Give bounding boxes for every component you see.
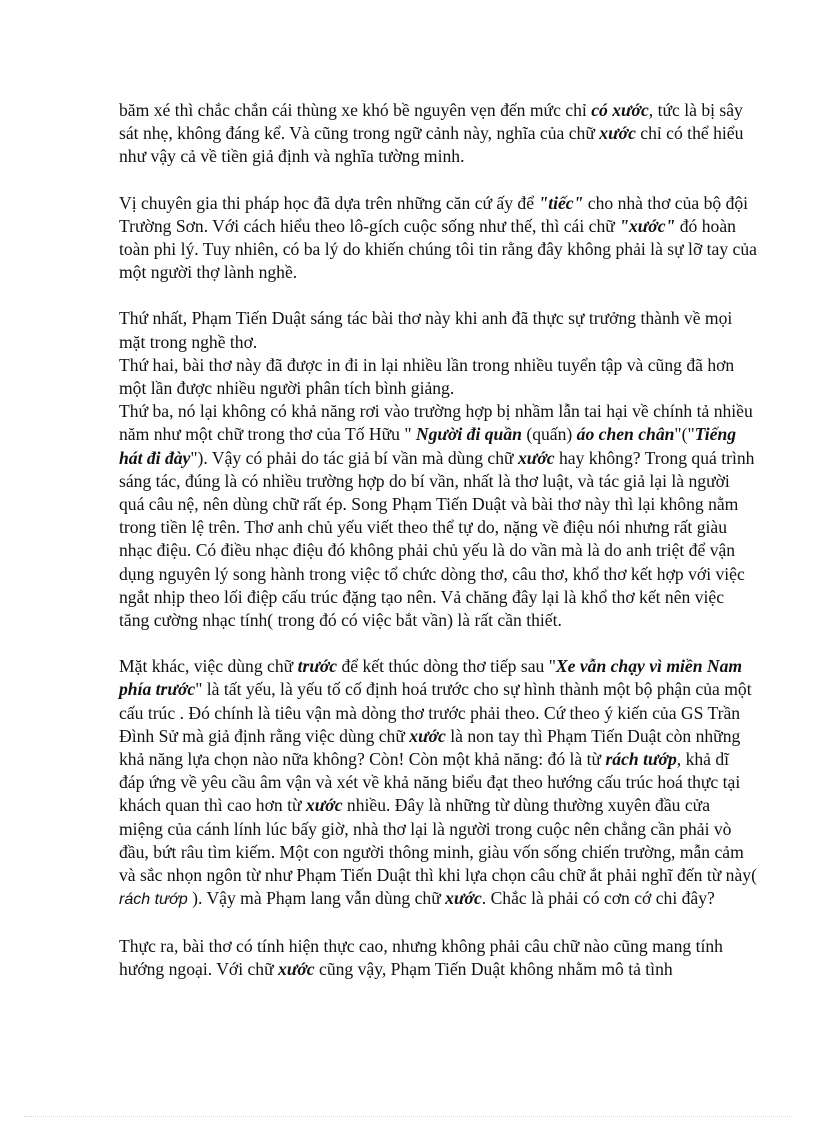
emphasized-text: Tiếng hát đi đày: [119, 424, 737, 468]
text-run: Thứ hai, bài thơ này đã được in đi in lại nhiều lần trong nhiều tuyển tập và cũng đã hơn một lần được nhiều người phân tích bình giảng.: [119, 354, 735, 399]
text-run: Mặt khác, việc dùng chữ: [119, 656, 298, 677]
emphasized-text: "xước": [619, 215, 676, 236]
page-bottom-border: [24, 1116, 792, 1117]
text-run: Thực ra, bài thơ có tính hiện thực cao, nhưng không phải câu chữ nào cũng mang tính hướng ngoại. Với chữ: [119, 935, 723, 979]
text-run: chỉ có thể hiểu như vậy cả về tiền giả định và nghĩa tường minh.: [119, 123, 744, 167]
text-run: cũng vậy, Phạm Tiến Duật không nhằm mô tả tình: [314, 958, 673, 979]
emphasized-text: xước: [409, 725, 446, 746]
paragraph: [119, 655, 757, 911]
paragraph-spacer: [119, 284, 757, 307]
text-run: là non tay thì Phạm Tiến Duật còn những khả năng lựa chọn nào nữa không? Còn! Còn một khả năng: đó là từ: [119, 725, 741, 770]
emphasized-text: áo chen chân: [576, 424, 675, 445]
text-run: " là tất yếu, là yếu tố cố định hoá trước cho sự hình thành một bộ phận của một cấu trúc . Đó chính là tiêu vận mà dòng thơ trước phải theo. Cứ theo ý kiến của GS Trần Đình Sử mà giả định rằng việc dùng chữ: [119, 679, 752, 746]
text-run: "). Vậy có phải do tác giả bí vần mà dùng chữ: [190, 447, 518, 468]
paragraph: [119, 400, 757, 632]
emphasized-text: có xước: [591, 100, 649, 120]
emphasized-text: trước: [297, 656, 338, 677]
paragraph-spacer: [119, 632, 757, 655]
emphasized-text: xước: [305, 795, 343, 816]
paragraph: [119, 935, 757, 981]
paragraph: [119, 354, 757, 400]
text-run: , tức là bị sây sát nhẹ, không đáng kể. Và cũng trong ngữ cảnh này, nghĩa của chữ: [119, 100, 743, 144]
text-run: "(": [674, 424, 695, 445]
emphasized-text: rách tướp: [119, 891, 188, 909]
paragraph-spacer: [119, 912, 757, 935]
text-run: để kết thúc dòng thơ tiếp sau ": [337, 656, 556, 677]
text-run: Thứ ba, nó lại không có khả năng rơi vào trường hợp bị nhầm lẫn tai hại về chính tả nhiều năm như một chữ trong thơ của Tố Hữu ": [119, 401, 753, 445]
paragraph-spacer: [119, 169, 757, 192]
emphasized-text: xước: [445, 888, 482, 909]
text-run: ). Vậy mà Phạm lang vẫn dùng chữ: [187, 888, 446, 909]
text-run: băm xé thì chắc chắn cái thùng xe khó bề nguyên vẹn đến mức chỉ: [119, 100, 592, 120]
paragraph: [119, 99, 757, 169]
text-run: , khả dĩ đáp ứng về yêu cầu âm vận và xét về khả năng biểu đạt theo hướng cấu trúc hoá thực tại khách quan thì cao hơn từ: [119, 749, 741, 816]
emphasized-text: xước: [278, 958, 315, 979]
text-run: . Chắc là phải có cơn cớ chi đây?: [481, 888, 715, 909]
emphasized-text: rách tướp: [605, 749, 677, 770]
text-run: cho nhà thơ của bộ đội Trường Sơn. Với cách hiểu theo lô-gích cuộc sống như thế, thì cái chữ: [119, 192, 749, 236]
paragraph: [119, 307, 757, 353]
text-run: (quấn): [521, 424, 577, 445]
text-run: nhiều. Đây là những từ dùng thường xuyên đầu cửa miệng của cánh lính lúc bấy giờ, nhà thơ lại là người trong cuộc nên chẳng cần phải vò đầu, bứt râu tìm kiếm. Một con người thông minh, giàu vốn sống chiến trường, mẫn cảm và sắc nhọn ngôn từ như Phạm Tiến Duật thì khi lựa chọn câu chữ ắt phải nghĩ đến từ này(: [119, 795, 757, 886]
text-run: đó hoàn toàn phi lý. Tuy nhiên, có ba lý do khiến chúng tôi tin rằng đây không phải là sự lỡ tay của một người thợ lành nghề.: [119, 215, 757, 283]
text-run: Vị chuyên gia thi pháp học đã dựa trên những căn cứ ấy để: [119, 192, 539, 213]
text-run: hay không? Trong quá trình sáng tác, đúng là có nhiều trường hợp do bí vần, nhất là thơ luật, và tác giả lại là người quá câu nệ, nên dùng chữ rất ép. Song Phạm Tiến Duật và bài thơ này thì lại không nằm trong tiền lệ trên. Thơ anh chủ yếu viết theo thể tự do, nặng về điệu nói nhưng rất giàu nhạc điệu. Có điều nhạc điệu đó không phải chủ yếu là do vần mà là do anh triệt để vận dụng nguyên lý song hành trong việc tổ chức dòng thơ, câu thơ, khổ thơ kết hợp với việc ngắt nhịp theo lối điệp cấu trúc đặng tạo nên. Vả chăng đây lại là khổ thơ kết nên việc tăng cường nhạc tính( trong đó có việc bắt vần) là rất cần thiết.: [119, 447, 755, 631]
emphasized-text: xước: [517, 447, 555, 468]
emphasized-text: Xe vẫn chạy vì miền Nam phía trước: [119, 656, 743, 700]
emphasized-text: "tiếc": [538, 192, 584, 213]
document-body: [119, 99, 757, 981]
text-run: Thứ nhất, Phạm Tiến Duật sáng tác bài thơ này khi anh đã thực sự trưởng thành về mọi mặt trong nghề thơ.: [119, 308, 733, 352]
emphasized-text: Người đi quần: [415, 424, 522, 445]
paragraph: [119, 192, 757, 285]
emphasized-text: xước: [599, 123, 636, 144]
